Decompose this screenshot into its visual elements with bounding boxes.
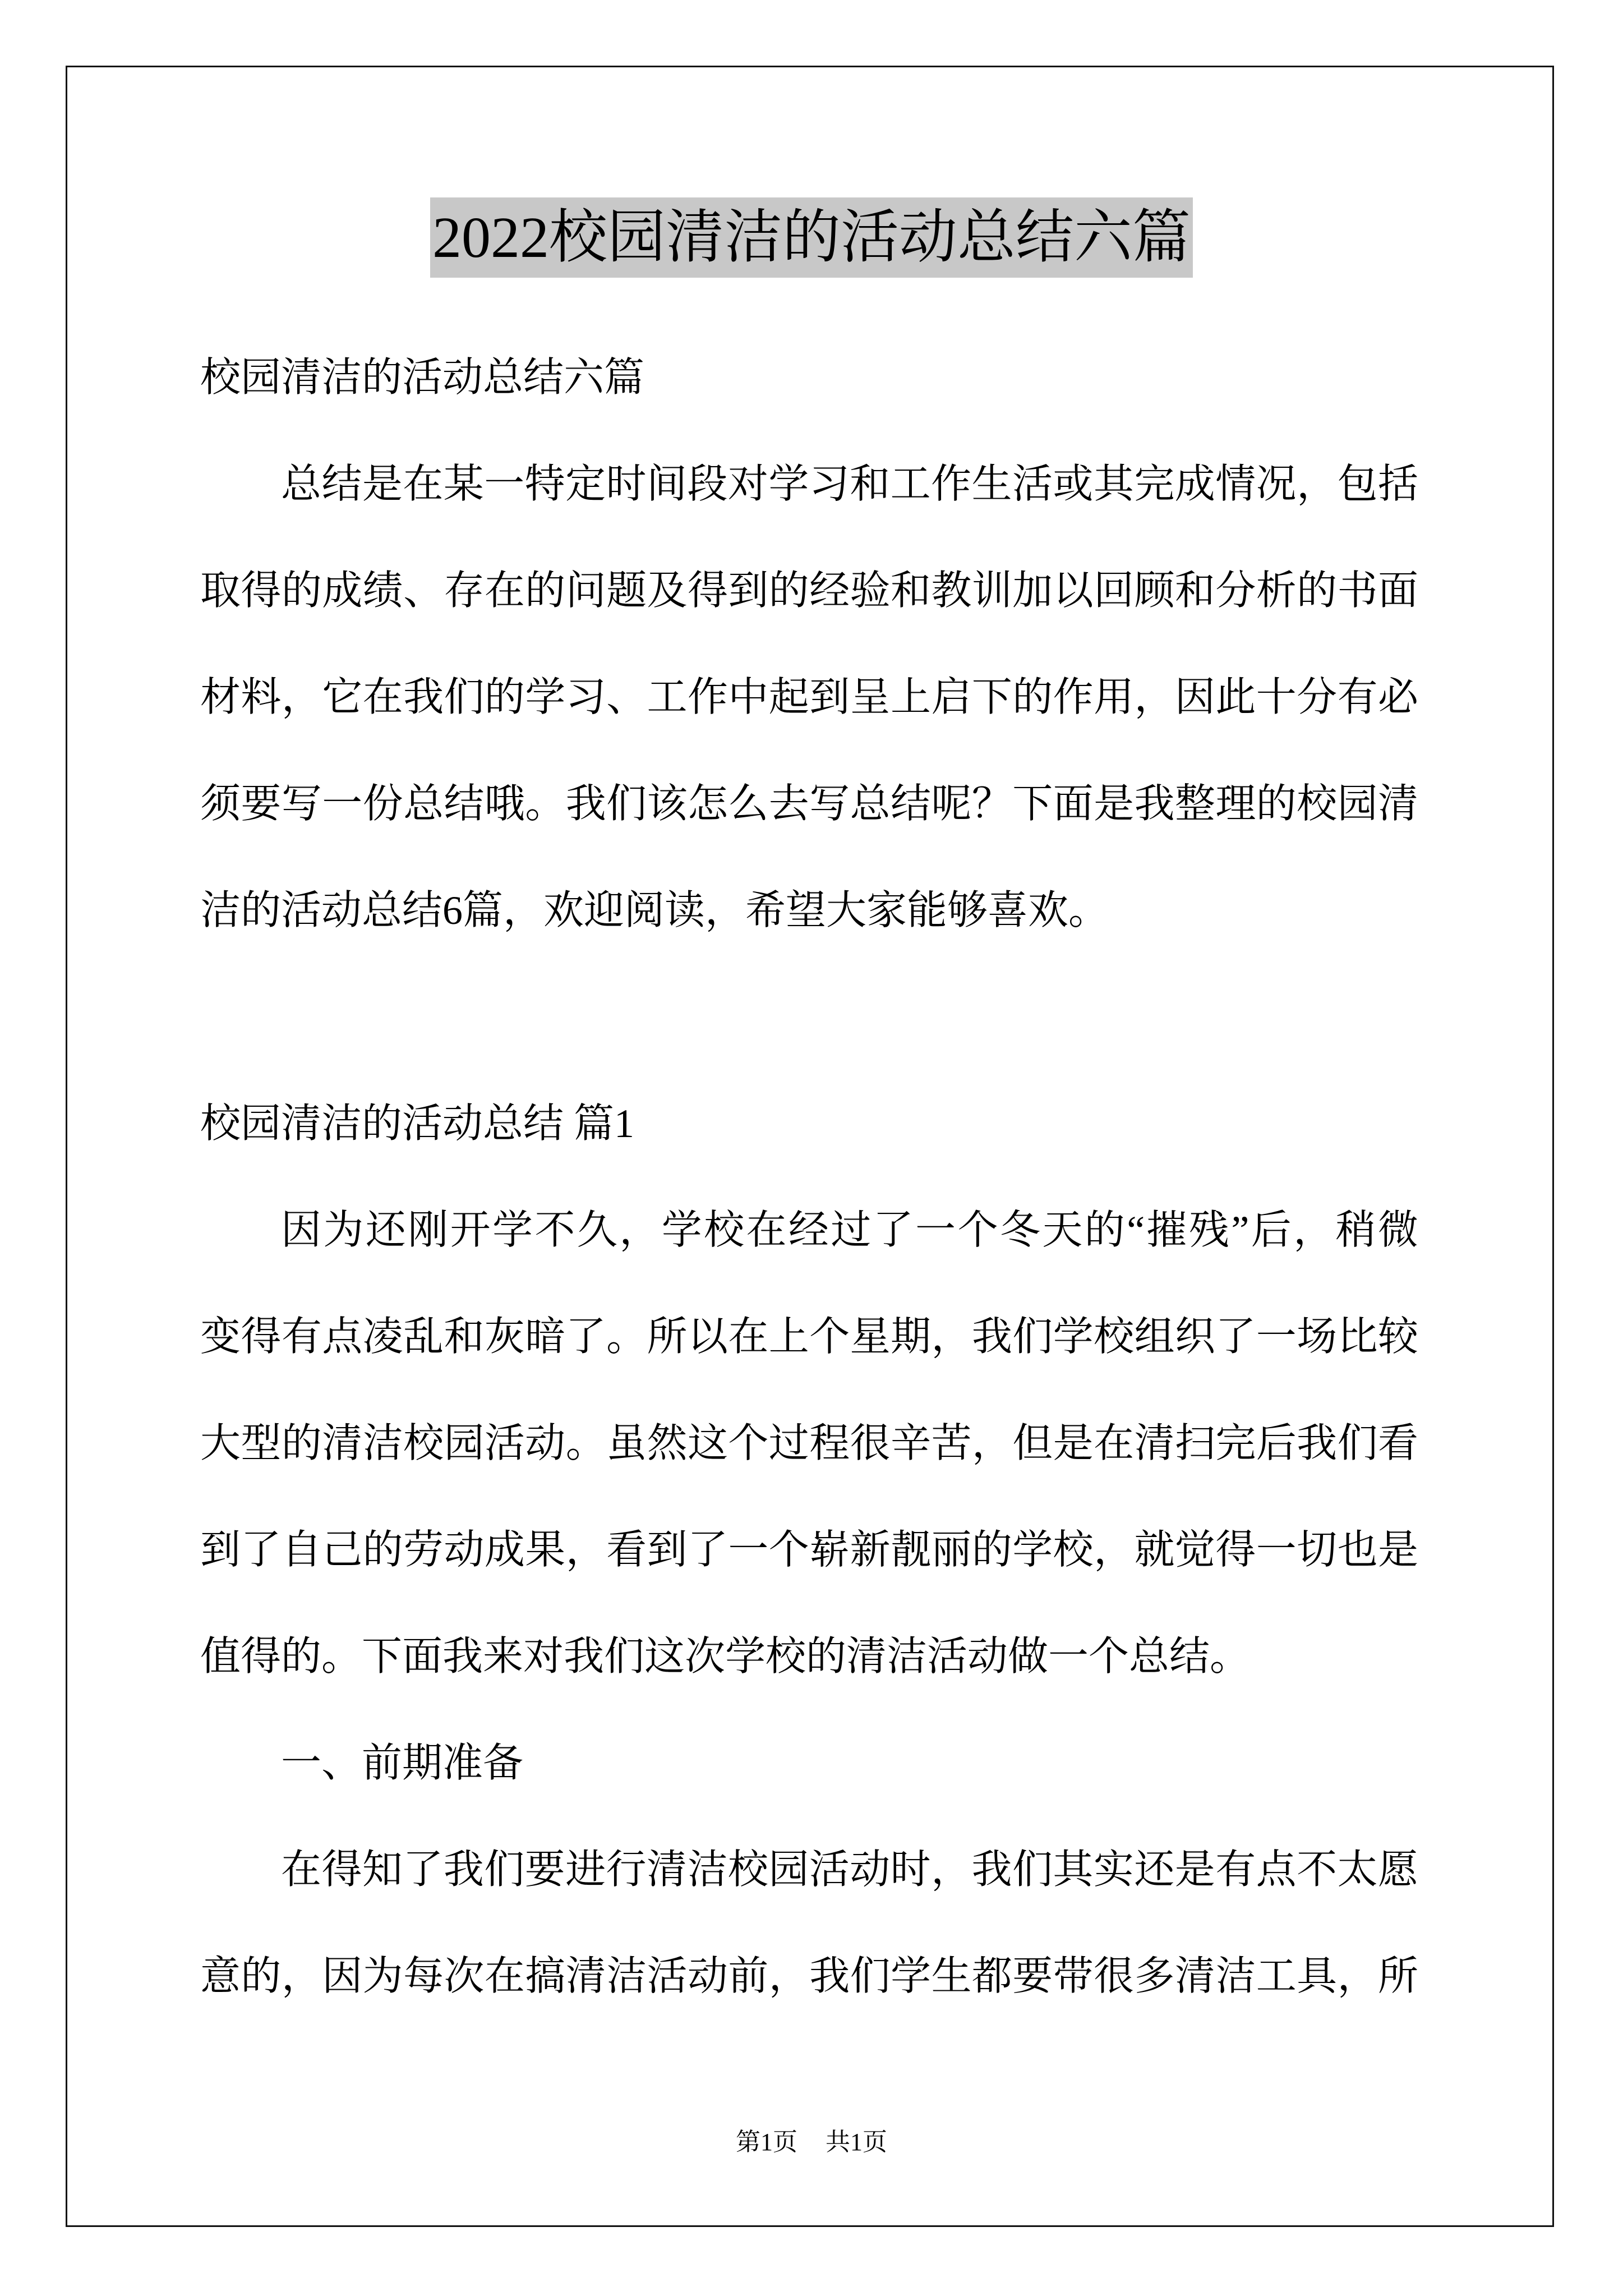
paragraph-line: 值得的。下面我来对我们这次学校的清洁活动做一个总结。 (200, 1634, 1251, 1679)
document-body (200, 324, 1418, 2030)
intro-line: 取得的成绩、存在的问题及得到的经验和教训加以回顾和分析的书面 (200, 568, 1418, 613)
intro-line: 洁的活动总结6篇，欢迎阅读，希望大家能够喜欢。 (200, 888, 1109, 933)
paragraph-line: 在得知了我们要进行清洁校园活动时，我们其实还是有点不太愿 (281, 1847, 1418, 1892)
document-title: 2022校园清洁的活动总结六篇 (430, 197, 1193, 278)
paragraph-line: 到了自己的劳动成果，看到了一个崭新靓丽的学校，就觉得一切也是 (200, 1527, 1418, 1572)
blank-line (200, 964, 1418, 1070)
page-footer (0, 2125, 1623, 2159)
subsection-heading: 一、前期准备 (281, 1741, 524, 1786)
total-pages-label: 共1页 (826, 2128, 887, 2156)
paragraph-line: 变得有点凌乱和灰暗了。所以在上个星期，我们学校组织了一场比较 (200, 1314, 1418, 1359)
section-heading: 校园清洁的活动总结 篇1 (200, 1101, 635, 1146)
document-subtitle: 校园清洁的活动总结六篇 (200, 355, 645, 400)
title-container (0, 197, 1623, 278)
paragraph-line: 大型的清洁校园活动。虽然这个过程很辛苦，但是在清扫完后我们看 (200, 1421, 1418, 1466)
intro-line: 须要写一份总结哦。我们该怎么去写总结呢？下面是我整理的校园清 (200, 781, 1418, 826)
paragraph-line: 因为还刚开学不久，学校在经过了一个冬天的“摧残”后，稍微 (281, 1208, 1418, 1253)
intro-line: 材料，它在我们的学习、工作中起到呈上启下的作用，因此十分有必 (200, 675, 1418, 720)
paragraph-line: 意的，因为每次在搞清洁活动前，我们学生都要带很多清洁工具，所 (200, 1954, 1418, 1999)
intro-line: 总结是在某一特定时间段对学习和工作生活或其完成情况，包括 (281, 462, 1418, 507)
current-page-label: 第1页 (736, 2128, 797, 2156)
